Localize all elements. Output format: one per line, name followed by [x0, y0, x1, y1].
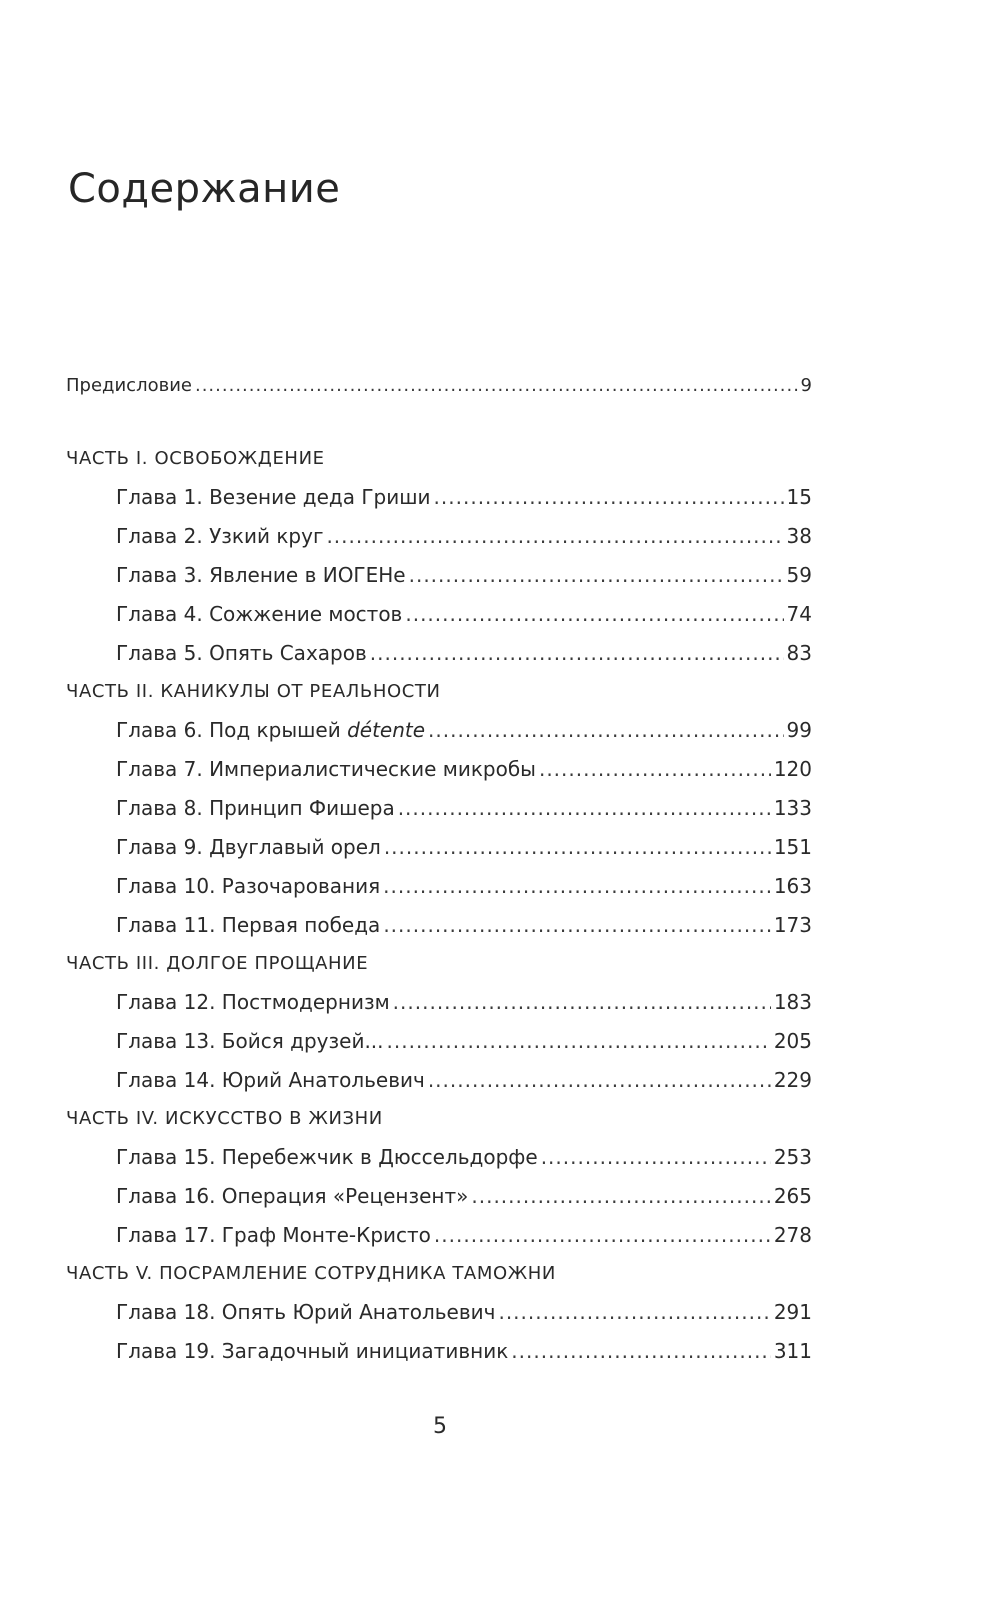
toc-entry-chapter — [66, 556, 812, 595]
toc-entry-label: Глава 12. Постмодернизм — [116, 990, 390, 1014]
dot-leader — [195, 366, 798, 405]
dot-leader — [498, 1293, 770, 1332]
dot-leader — [398, 789, 771, 828]
toc-entry-chapter — [66, 828, 812, 867]
toc-entry-chapter — [66, 1061, 812, 1100]
toc-entry-chapter — [66, 789, 812, 828]
toc-entry-chapter — [66, 1138, 812, 1177]
part-heading: ЧАСТЬ I. ОСВОБОЖДЕНИЕ — [66, 448, 325, 469]
dot-leader — [326, 517, 783, 556]
toc-entry-label: Глава 13. Бойся друзей... — [116, 1029, 384, 1053]
toc-entry-page: 205 — [773, 1029, 812, 1053]
page-title: Содержание — [68, 166, 341, 212]
toc-entry-chapter — [66, 517, 812, 556]
dot-leader — [541, 1138, 771, 1177]
toc-entry-label: Глава 17. Граф Монте-Кристо — [116, 1223, 431, 1247]
toc-entry-chapter — [66, 906, 812, 945]
toc-entry-page: 163 — [773, 874, 812, 898]
toc-entry-page: 59 — [786, 563, 812, 587]
dot-leader — [434, 478, 784, 517]
dot-leader — [387, 1022, 771, 1061]
toc-entry-label: Глава 4. Сожжение мостов — [116, 602, 403, 626]
toc-entry-page: 173 — [773, 913, 812, 937]
dot-leader — [393, 983, 771, 1022]
toc-entry-page: 99 — [786, 718, 812, 742]
toc-entry-page: 9 — [800, 375, 812, 396]
toc-entry-label: Глава 1. Везение деда Гриши — [116, 485, 431, 509]
dot-leader — [370, 634, 784, 673]
toc-entry-label — [116, 711, 425, 750]
label-text: Глава 6. Под крышей — [116, 718, 348, 742]
part-heading: ЧАСТЬ V. ПОСРАМЛЕНИЕ СОТРУДНИКА ТАМОЖНИ — [66, 1263, 556, 1284]
toc-entry-page: 38 — [786, 524, 812, 548]
toc-entry-label: Глава 15. Перебежчик в Дюссельдорфе — [116, 1145, 538, 1169]
toc-entry-label: Глава 3. Явление в ИОГЕНе — [116, 563, 406, 587]
toc-entry-page: 133 — [773, 796, 812, 820]
toc-entry-page: 151 — [773, 835, 812, 859]
toc-entry-label: Глава 10. Разочарования — [116, 874, 381, 898]
dot-leader — [384, 828, 771, 867]
toc-entry-page: 229 — [773, 1068, 812, 1092]
toc-entry-chapter — [66, 750, 812, 789]
toc-entry-label: Глава 8. Принцип Фишера — [116, 796, 395, 820]
toc-entry-page: 15 — [786, 485, 812, 509]
label-italic-text: détente — [347, 718, 426, 742]
toc-entry-label: Глава 14. Юрий Анатольевич — [116, 1068, 425, 1092]
toc-entry-page: 265 — [773, 1184, 812, 1208]
toc-entry-chapter — [66, 595, 812, 634]
dot-leader — [405, 595, 783, 634]
dot-leader — [434, 1216, 771, 1255]
dot-leader — [383, 906, 771, 945]
toc-entry-chapter — [66, 634, 812, 673]
toc-entry-chapter — [66, 983, 812, 1022]
toc-entry-chapter — [66, 478, 812, 517]
toc-entry-label: Глава 11. Первая победа — [116, 913, 381, 937]
toc-entry-label: Глава 2. Узкий круг — [116, 524, 324, 548]
toc-entry-page: 278 — [773, 1223, 812, 1247]
toc-entry-page: 253 — [773, 1145, 812, 1169]
toc-entry-chapter — [66, 1216, 812, 1255]
toc-entry-label: Глава 19. Загадочный инициативник — [116, 1339, 509, 1363]
toc-entry-chapter — [66, 1293, 812, 1332]
toc-entry-page: 291 — [773, 1300, 812, 1324]
toc-entry-page: 83 — [786, 641, 812, 665]
toc-entry-page: 183 — [773, 990, 812, 1014]
part-heading: ЧАСТЬ III. ДОЛГОЕ ПРОЩАНИЕ — [66, 953, 369, 974]
toc-entry-label: Глава 16. Операция «Рецензент» — [116, 1184, 469, 1208]
dot-leader — [471, 1177, 770, 1216]
dot-leader — [409, 556, 784, 595]
part-heading: ЧАСТЬ IV. ИСКУССТВО В ЖИЗНИ — [66, 1108, 383, 1129]
toc-entry-page: 311 — [773, 1339, 812, 1363]
toc-entry-label: Предисловие — [66, 375, 192, 396]
toc-entry-chapter — [66, 1332, 812, 1371]
toc-entry-page: 74 — [786, 602, 812, 626]
table-of-contents — [66, 366, 812, 1371]
toc-entry-label: Глава 5. Опять Сахаров — [116, 641, 367, 665]
toc-entry-chapter — [66, 867, 812, 906]
toc-entry-chapter — [66, 1177, 812, 1216]
toc-entry-page: 120 — [773, 757, 812, 781]
page-number: 5 — [433, 1414, 447, 1439]
toc-entry-chapter — [66, 1022, 812, 1061]
toc-entry-label: Глава 7. Империалистические микробы — [116, 757, 536, 781]
toc-entry-label: Глава 9. Двуглавый орел — [116, 835, 381, 859]
dot-leader — [539, 750, 771, 789]
toc-entry-label: Глава 18. Опять Юрий Анатольевич — [116, 1300, 496, 1324]
dot-leader — [428, 1061, 771, 1100]
toc-entry-preface — [66, 366, 812, 405]
part-heading: ЧАСТЬ II. КАНИКУЛЫ ОТ РЕАЛЬНОСТИ — [66, 681, 441, 702]
dot-leader — [428, 711, 784, 750]
dot-leader — [383, 867, 771, 906]
toc-entry-chapter — [66, 711, 812, 750]
dot-leader — [511, 1332, 771, 1371]
